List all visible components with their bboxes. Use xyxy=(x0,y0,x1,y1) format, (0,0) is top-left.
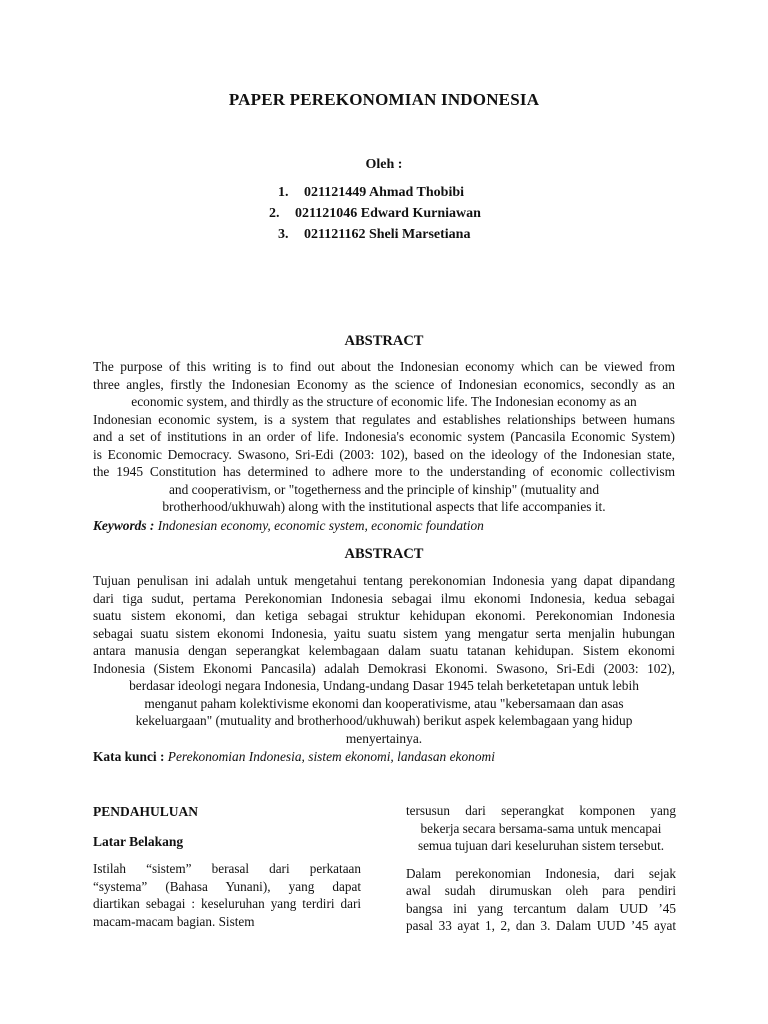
abstract-line: sebagai suatu sistem ekonomi Indonesia, yaitu suatu sistem yang mengatur serta menjalin hubungan xyxy=(93,625,675,641)
abstract-line: Indonesia (Sistem Ekonomi Pancasila) adalah Demokrasi Ekonomi. Swasono, Sri-Edi (2003: 102), xyxy=(93,660,675,676)
keywords-label: Keywords : xyxy=(93,518,155,533)
section-heading: PENDAHULUAN xyxy=(93,804,199,819)
abstract-line: Tujuan penulisan ini adalah untuk mengetahui tentang perekonomian Indonesia yang dapat dipandang xyxy=(93,573,675,588)
keywords-label: Kata kunci : xyxy=(93,749,165,764)
author-number: 1. xyxy=(278,185,289,200)
keywords-text: Perekonomian Indonesia, sistem ekonomi, landasan ekonomi xyxy=(167,749,495,764)
abstract-line: berdasar ideologi negara Indonesia, Undang-undang Dasar 1945 telah berketetapan untuk lebih xyxy=(129,678,639,693)
abstract-line: brotherhood/ukhuwah) along with the institutional aspects that life accompanies it. xyxy=(162,499,606,514)
abstract-line: Indonesian economic system, is a system that regulates and establishes relationships between humans xyxy=(93,411,675,427)
body-line: tersusun dari seperangkat komponen yang xyxy=(406,803,676,818)
keywords-en xyxy=(93,518,693,534)
abstract-body-en xyxy=(93,358,675,516)
body-line: “systema” (Bahasa Yunani), yang dapat xyxy=(93,878,361,894)
abstract-line: kekeluargaan" (mutuality and brotherhood/ukhuwah) berikut aspek kelembagaan yang hidup xyxy=(135,713,633,728)
body-line: pasal 33 ayat 1, 2, dan 3. Dalam UUD ’45 ayat xyxy=(406,918,676,933)
author-name: 021121449 Ahmad Thobibi xyxy=(304,185,465,200)
author-item xyxy=(0,203,768,224)
abstract-line: and a set of institutions in an order of life. Indonesia's economic system (Pancasila Economic System) xyxy=(93,429,675,444)
body-line: diartikan sebagai : keseluruhan yang terdiri dari xyxy=(93,896,361,911)
abstract-line: and cooperativism, or "togetherness and the principle of kinship" (mutuality and xyxy=(168,481,600,497)
abstract-line: is Economic Democracy. Swasono, Sri-Edi (2003: 102), based on the ideology of the Indonesian state, xyxy=(93,446,675,462)
author-list xyxy=(0,182,768,245)
author-item xyxy=(0,182,768,203)
body-line: awal sudah dirumuskan oleh para pendiri xyxy=(406,883,676,898)
body-line: Dalam perekonomian Indonesia, dari sejak xyxy=(406,865,676,881)
author-name: 021121162 Sheli Marsetiana xyxy=(304,227,471,242)
body-paragraph xyxy=(406,802,676,855)
body-line: bekerja secara bersama-sama untuk mencapai xyxy=(420,820,662,836)
keywords-text: Indonesian economy, economic system, economic foundation xyxy=(157,518,484,533)
abstract-line: suatu sistem ekonomi, dan ketiga sebagai struktur kehidupan ekonomi. Perekonomian Indonesia xyxy=(93,608,675,623)
abstract-heading-id: ABSTRACT xyxy=(344,546,424,562)
author-item xyxy=(0,224,768,245)
abstract-line: menyertainya. xyxy=(345,730,423,746)
abstract-line: the 1945 Constitution has determined to adhere more to the understanding of economic collectivism xyxy=(93,464,675,479)
author-number: 3. xyxy=(278,227,289,242)
body-line: macam-macam bagian. Sistem xyxy=(93,913,255,929)
body-column-left xyxy=(93,804,361,930)
abstract-line: three angles, firstly the Indonesian Economy as the science of Indonesian economics, secondly as an xyxy=(93,376,675,392)
author-name: 021121046 Edward Kurniawan xyxy=(295,206,481,221)
body-line: semua tujuan dari keseluruhan sistem tersebut. xyxy=(417,838,665,853)
author-label: Oleh : xyxy=(365,157,403,172)
abstract-line: economic system, and thirdly as the structure of economic life. The Indonesian economy as an xyxy=(131,394,637,409)
paper-title: PAPER PEREKONOMIAN INDONESIA xyxy=(228,90,540,109)
body-paragraph xyxy=(93,860,361,930)
abstract-line: dari tiga sudut, pertama Perekonomian Indonesia sebagai ilmu ekonomi Indonesia, kedua sebagai xyxy=(93,590,675,606)
body-paragraph xyxy=(406,865,676,935)
abstract-line: menganut paham kolektivisme ekonomi dan kooperativisme, atau "kebersamaan dan asas xyxy=(144,695,624,711)
abstract-body-id xyxy=(93,572,675,747)
author-number: 2. xyxy=(269,206,280,221)
abstract-line: The purpose of this writing is to find out about the Indonesian economy which can be viewed from xyxy=(93,359,675,374)
body-line: Istilah “sistem” berasal dari perkataan xyxy=(93,861,361,876)
body-column-right xyxy=(406,802,676,935)
keywords-id xyxy=(93,749,693,765)
body-line: bangsa ini yang tercantum dalam UUD ’45 xyxy=(406,900,676,916)
subsection-heading: Latar Belakang xyxy=(93,834,184,849)
abstract-heading-en: ABSTRACT xyxy=(344,333,424,349)
abstract-line: antara manusia dengan seperangkat kelembagaan dalam suatu tatanan kehidupan. Sistem ekonomi xyxy=(93,643,675,658)
